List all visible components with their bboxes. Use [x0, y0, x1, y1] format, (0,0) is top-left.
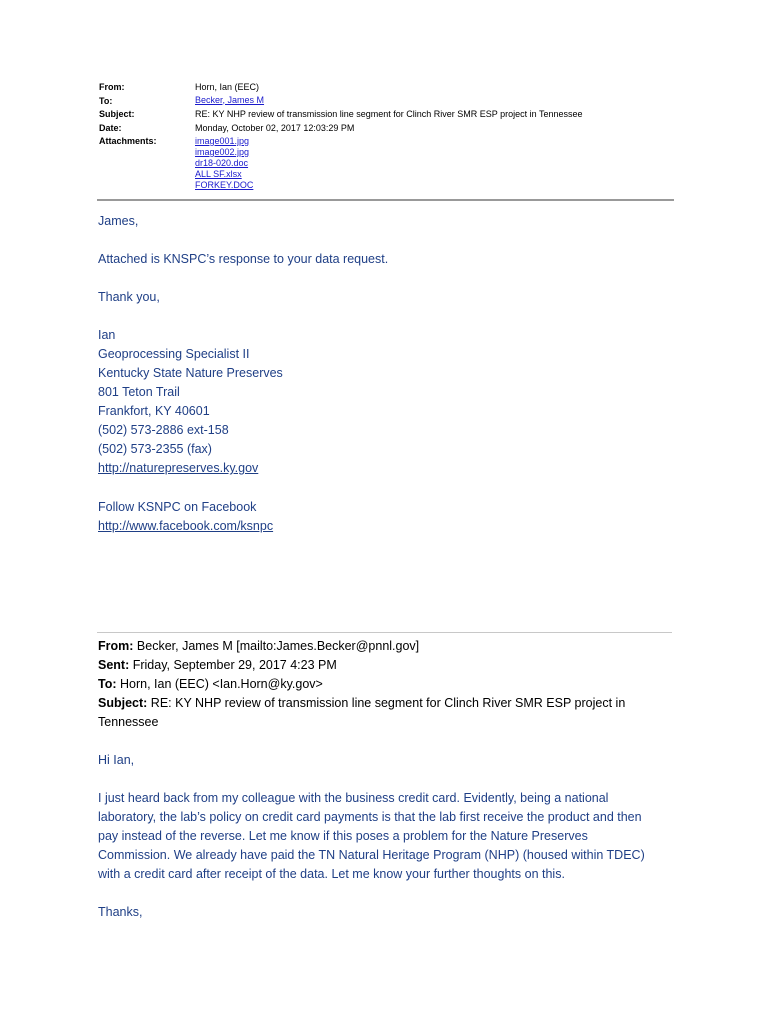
- signature-title: Geoprocessing Specialist II: [98, 347, 250, 361]
- quoted-to-row: [98, 675, 625, 694]
- header-divider: [97, 199, 674, 201]
- signature-org: Kentucky State Nature Preserves: [98, 366, 283, 380]
- signature-website-link[interactable]: http://naturepreserves.ky.gov: [98, 461, 259, 475]
- quoted-closing: Thanks,: [98, 905, 143, 919]
- signature-phone: (502) 573-2886 ext-158: [98, 423, 229, 437]
- signature-address-1: 801 Teton Trail: [98, 385, 180, 399]
- quoted-paragraph: [98, 789, 673, 884]
- quoted-subject-value: RE: KY NHP review of transmission line segment for Clinch River SMR ESP project in: [150, 696, 626, 710]
- to-label: To:: [99, 95, 113, 106]
- quoted-to-label: To:: [98, 677, 117, 691]
- attachment-link[interactable]: image002.jpg: [195, 147, 250, 157]
- from-value: Horn, Ian (EEC): [195, 82, 260, 92]
- quoted-sent-label: Sent:: [98, 658, 130, 672]
- date-value: Monday, October 02, 2017 12:03:29 PM: [195, 122, 355, 133]
- paragraph-line: laboratory, the lab’s policy on credit card payments is that the lab first receive the product and then: [98, 810, 642, 824]
- attachment-link[interactable]: dr18-020.doc: [195, 158, 249, 168]
- paragraph-line: Commission. We already have paid the TN Natural Heritage Program (NHP) (housed within TDEC): [98, 848, 645, 862]
- subject-value: RE: KY NHP review of transmission line segment for Clinch River SMR ESP project in Tennessee: [195, 109, 583, 119]
- sign-off: Thank you,: [98, 290, 160, 304]
- attachments-label: Attachments:: [99, 136, 157, 146]
- body-line: Attached is KNSPC’s response to your data request.: [98, 252, 389, 266]
- to-link[interactable]: Becker, James M: [195, 94, 265, 105]
- quoted-to-value: Horn, Ian (EEC) <Ian.Horn@ky.gov>: [120, 677, 323, 691]
- paragraph-line: with a credit card after receipt of the data. Let me know your further thoughts on this.: [98, 867, 565, 881]
- attachment-link[interactable]: FORKEY.DOC: [195, 180, 254, 190]
- quoted-sent-row: [98, 656, 625, 675]
- quoted-subject-cont: Tennessee: [98, 715, 159, 729]
- quoted-sent-value: Friday, September 29, 2017 4:23 PM: [132, 658, 337, 672]
- signature-address-2: Frankfort, KY 40601: [98, 404, 210, 418]
- from-label: From:: [99, 82, 125, 92]
- paragraph-line: pay instead of the reverse. Let me know if this poses a problem for the Nature Preserves: [98, 829, 588, 843]
- quoted-from-row: [98, 637, 625, 656]
- signature-fax: (502) 573-2355 (fax): [98, 442, 212, 456]
- paragraph-line: I just heard back from my colleague with the business credit card. Evidently, being a national: [98, 791, 609, 805]
- quoted-from-label: From:: [98, 639, 134, 653]
- reply-divider: [97, 632, 672, 633]
- attachment-link[interactable]: ALL SF.xlsx: [195, 169, 242, 179]
- quoted-from-value: Becker, James M [mailto:James.Becker@pnnl.gov]: [136, 639, 420, 653]
- follow-text: Follow KSNPC on Facebook: [98, 500, 257, 514]
- quoted-header: [98, 637, 625, 732]
- attachment-list: [195, 136, 253, 191]
- attachment-link[interactable]: image001.jpg: [195, 136, 250, 146]
- quoted-greeting: Hi Ian,: [98, 753, 135, 767]
- subject-label: Subject:: [99, 109, 135, 119]
- date-label: Date:: [99, 122, 122, 133]
- greeting: James,: [98, 214, 139, 228]
- quoted-subject-row: [98, 694, 625, 713]
- signature-name: Ian: [98, 328, 116, 342]
- quoted-subject-label: Subject:: [98, 696, 148, 710]
- facebook-link[interactable]: http://www.facebook.com/ksnpc: [98, 519, 274, 533]
